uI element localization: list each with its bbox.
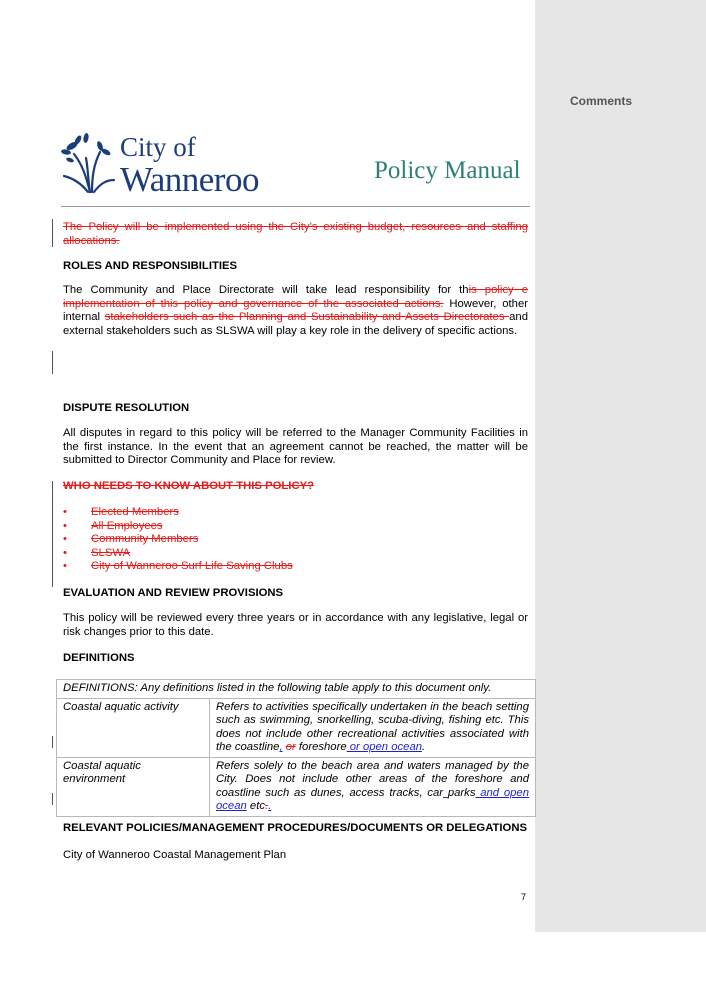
list-item: • Elected Members bbox=[63, 506, 179, 518]
relevant-paragraph: City of Wanneroo Coastal Management Plan bbox=[63, 849, 287, 861]
bullet-icon: • bbox=[63, 519, 67, 532]
change-bar bbox=[52, 351, 53, 374]
dispute-paragraph: All disputes in regard to this policy will be referred to the Manager Community Facilities in the first instance. In the event that an agreement cannot be reached, the matter will be submitted to Director Community and Place for review. bbox=[63, 427, 528, 466]
roles-paragraph bbox=[63, 284, 528, 338]
policy-manual-title: Policy Manual bbox=[374, 157, 521, 184]
list-item: • SLSWA bbox=[63, 546, 131, 559]
logo-wanneroo: Wanneroo bbox=[120, 160, 259, 199]
list-item: • All Employees bbox=[63, 519, 163, 532]
table-row bbox=[57, 757, 536, 816]
list-item: • Community Members bbox=[63, 533, 199, 546]
definition-cell: Refers solely to the beach area and waters managed by the City. Does not include other areas of the foreshore and coastline such as dunes, access tracks, car parks and open ocean etc.. bbox=[210, 757, 536, 816]
evaluation-paragraph: This policy will be reviewed every three years or in accordance with any legislative, legal or risk changes prior to this date. bbox=[63, 612, 528, 638]
comments-margin-pane bbox=[535, 0, 706, 932]
roles-text-3: and external stakeholders such as SLSWA will play a key role in the delivery of specific actions. bbox=[63, 311, 528, 337]
relevant-heading: RELEVANT POLICIES/MANAGEMENT PROCEDURES/DOCUMENTS OR DELEGATIONS bbox=[63, 822, 528, 834]
roles-heading: ROLES AND RESPONSIBILITIES bbox=[63, 260, 238, 272]
bullet-icon: • bbox=[63, 560, 67, 573]
term-cell: Coastal aquatic environment bbox=[57, 757, 210, 816]
roles-deleted-2: implementation of this policy and governance of the associated actions. bbox=[63, 297, 444, 310]
table-row bbox=[57, 698, 536, 757]
roles-text-1: The Community and Place Directorate will take lead responsibility for th bbox=[63, 284, 469, 296]
roles-text-2: However, other internal bbox=[63, 297, 528, 323]
definitions-heading: DEFINITIONS bbox=[63, 652, 135, 664]
flower-emblem-icon bbox=[60, 130, 116, 194]
logo-city-of: City of bbox=[120, 132, 196, 162]
definitions-table bbox=[56, 679, 536, 817]
roles-deleted-3: stakeholders such as the Planning and Sustainability and Assets Directorates bbox=[104, 311, 510, 323]
change-bar bbox=[52, 481, 53, 587]
evaluation-heading: EVALUATION AND REVIEW PROVISIONS bbox=[63, 587, 284, 599]
bullet-icon: • bbox=[63, 546, 67, 559]
header-divider bbox=[61, 206, 530, 207]
bullet-icon: • bbox=[63, 533, 67, 546]
term-cell: Coastal aquatic activity bbox=[57, 698, 210, 757]
deleted-intro-paragraph: The Policy will be implemented using the City’s existing budget, resources and staffing allocations. bbox=[63, 221, 528, 247]
who-needs-list bbox=[63, 506, 528, 574]
page-number: 7 bbox=[521, 892, 527, 902]
dispute-heading: DISPUTE RESOLUTION bbox=[63, 402, 190, 414]
bullet-icon: • bbox=[63, 506, 67, 518]
definitions-table-header: DEFINITIONS: Any definitions listed in the following table apply to this document only. bbox=[57, 680, 536, 699]
roles-deleted-1: is policy e bbox=[468, 284, 528, 296]
comments-pane-label: Comments bbox=[570, 94, 633, 108]
city-logo bbox=[60, 130, 280, 199]
change-bar bbox=[52, 219, 53, 247]
change-bar bbox=[52, 736, 53, 748]
change-bar bbox=[52, 793, 53, 805]
definition-cell: Refers to activities specifically undertaken in the beach setting such as swimming, snorkelling, scuba-diving, fishing etc. This does not include other recreational activities associated with the coastline, or foreshore or open ocean. bbox=[210, 698, 536, 757]
who-needs-heading: WHO NEEDS TO KNOW ABOUT THIS POLICY? bbox=[63, 480, 315, 492]
list-item: • City of Wanneroo Surf Life Saving Clubs bbox=[63, 560, 293, 573]
